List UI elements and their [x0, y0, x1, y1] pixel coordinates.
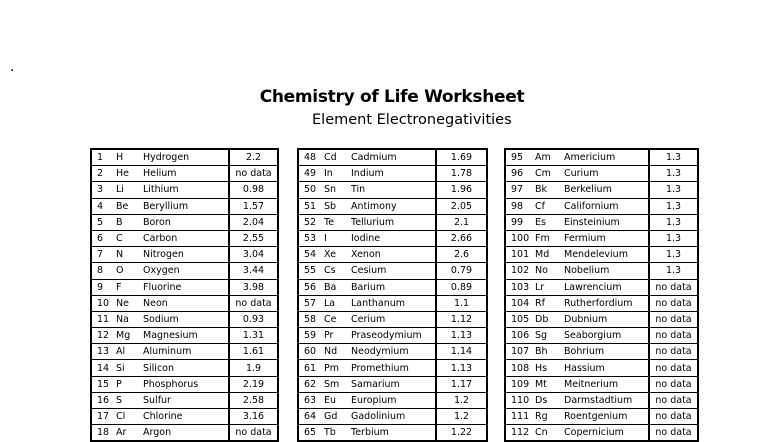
table-row — [91, 198, 278, 214]
element-name: Bohrium — [564, 344, 649, 360]
element-name: Roentgenium — [564, 409, 649, 425]
table-row — [505, 214, 698, 230]
electronegativity-value: 2.2 — [229, 149, 278, 166]
atomic-number: 62 — [298, 376, 324, 392]
table-row — [91, 279, 278, 295]
atomic-number: 1 — [91, 149, 116, 166]
element-symbol: I — [324, 230, 351, 246]
element-symbol: Nd — [324, 344, 351, 360]
table-row — [298, 409, 487, 425]
element-symbol: Bk — [535, 182, 564, 198]
element-name: Fermium — [564, 230, 649, 246]
electronegativity-value: no data — [229, 295, 278, 311]
atomic-number: 99 — [505, 214, 535, 230]
element-symbol: Sg — [535, 328, 564, 344]
atomic-number: 58 — [298, 311, 324, 327]
electronegativity-value: 1.3 — [649, 182, 698, 198]
electronegativity-value: 1.13 — [436, 360, 487, 376]
table-row — [505, 198, 698, 214]
element-symbol: Mt — [535, 376, 564, 392]
atomic-number: 14 — [91, 360, 116, 376]
electronegativity-table-3 — [504, 148, 699, 442]
element-name: Barium — [351, 279, 436, 295]
element-symbol: Fm — [535, 230, 564, 246]
element-symbol: No — [535, 263, 564, 279]
table-row — [91, 182, 278, 198]
element-symbol: Hs — [535, 360, 564, 376]
atomic-number: 18 — [91, 425, 116, 442]
electronegativity-value: 0.98 — [229, 182, 278, 198]
atomic-number: 60 — [298, 344, 324, 360]
element-symbol: S — [116, 392, 143, 408]
electronegativity-value: 2.66 — [436, 230, 487, 246]
electronegativity-value: 1.69 — [436, 149, 487, 166]
element-name: Oxygen — [143, 263, 229, 279]
element-name: Europium — [351, 392, 436, 408]
table-row — [298, 295, 487, 311]
electronegativity-value: no data — [649, 392, 698, 408]
electronegativity-value: 2.19 — [229, 376, 278, 392]
element-symbol: Al — [116, 344, 143, 360]
table-row — [505, 166, 698, 182]
atomic-number: 104 — [505, 295, 535, 311]
element-symbol: Mg — [116, 328, 143, 344]
table-row — [91, 263, 278, 279]
atomic-number: 2 — [91, 166, 116, 182]
element-symbol: Es — [535, 214, 564, 230]
atomic-number: 107 — [505, 344, 535, 360]
electronegativity-value: 1.3 — [649, 149, 698, 166]
atomic-number: 59 — [298, 328, 324, 344]
table-row — [298, 376, 487, 392]
atomic-number: 112 — [505, 425, 535, 442]
electronegativity-value: 1.2 — [436, 392, 487, 408]
element-name: Curium — [564, 166, 649, 182]
element-name: Phosphorus — [143, 376, 229, 392]
table-row — [91, 344, 278, 360]
electronegativity-value: no data — [649, 279, 698, 295]
table-row — [505, 263, 698, 279]
element-name: Xenon — [351, 247, 436, 263]
atomic-number: 52 — [298, 214, 324, 230]
atomic-number: 55 — [298, 263, 324, 279]
element-name: Californium — [564, 198, 649, 214]
table-row — [298, 360, 487, 376]
electronegativity-value: 1.61 — [229, 344, 278, 360]
element-symbol: Cn — [535, 425, 564, 442]
element-symbol: O — [116, 263, 143, 279]
atomic-number: 53 — [298, 230, 324, 246]
element-name: Dubnium — [564, 311, 649, 327]
table-row — [298, 279, 487, 295]
electronegativity-table-1 — [90, 148, 279, 442]
table-row — [298, 198, 487, 214]
element-symbol: Ne — [116, 295, 143, 311]
electronegativity-value: 2.55 — [229, 230, 278, 246]
element-symbol: Sb — [324, 198, 351, 214]
element-name: Sodium — [143, 311, 229, 327]
element-name: Helium — [143, 166, 229, 182]
atomic-number: 98 — [505, 198, 535, 214]
atomic-number: 17 — [91, 409, 116, 425]
element-symbol: Rf — [535, 295, 564, 311]
atomic-number: 105 — [505, 311, 535, 327]
element-name: Meitnerium — [564, 376, 649, 392]
table-row — [298, 214, 487, 230]
atomic-number: 13 — [91, 344, 116, 360]
element-name: Iodine — [351, 230, 436, 246]
element-name: Praseodymium — [351, 328, 436, 344]
table-row — [298, 344, 487, 360]
element-name: Cesium — [351, 263, 436, 279]
element-symbol: B — [116, 214, 143, 230]
table-row — [505, 295, 698, 311]
atomic-number: 100 — [505, 230, 535, 246]
electronegativity-value: no data — [229, 425, 278, 442]
element-name: Antimony — [351, 198, 436, 214]
table-row — [505, 311, 698, 327]
table-row — [91, 230, 278, 246]
element-name: Americium — [564, 149, 649, 166]
atomic-number: 95 — [505, 149, 535, 166]
atomic-number: 10 — [91, 295, 116, 311]
element-name: Neon — [143, 295, 229, 311]
table-row — [298, 392, 487, 408]
element-name: Neodymium — [351, 344, 436, 360]
element-symbol: N — [116, 247, 143, 263]
element-symbol: Cd — [324, 149, 351, 166]
electronegativity-value: 1.57 — [229, 198, 278, 214]
atomic-number: 109 — [505, 376, 535, 392]
table-row — [91, 149, 278, 166]
atomic-number: 101 — [505, 247, 535, 263]
table-row — [505, 328, 698, 344]
table-row — [505, 149, 698, 166]
element-name: Einsteinium — [564, 214, 649, 230]
atomic-number: 12 — [91, 328, 116, 344]
element-name: Fluorine — [143, 279, 229, 295]
element-name: Sulfur — [143, 392, 229, 408]
atomic-number: 49 — [298, 166, 324, 182]
electronegativity-value: 1.3 — [649, 198, 698, 214]
electronegativity-value: no data — [649, 360, 698, 376]
atomic-number: 103 — [505, 279, 535, 295]
electronegativity-value: 3.16 — [229, 409, 278, 425]
atomic-number: 3 — [91, 182, 116, 198]
electronegativity-value: 3.98 — [229, 279, 278, 295]
element-symbol: Li — [116, 182, 143, 198]
element-name: Lithium — [143, 182, 229, 198]
atomic-number: 50 — [298, 182, 324, 198]
electronegativity-value: 0.93 — [229, 311, 278, 327]
table-row — [505, 425, 698, 442]
element-name: Tellurium — [351, 214, 436, 230]
table-row — [298, 311, 487, 327]
table-row — [298, 328, 487, 344]
element-name: Carbon — [143, 230, 229, 246]
element-name: Silicon — [143, 360, 229, 376]
electronegativity-value: 1.3 — [649, 166, 698, 182]
element-name: Darmstadtium — [564, 392, 649, 408]
atomic-number: 5 — [91, 214, 116, 230]
electronegativity-value: 1.9 — [229, 360, 278, 376]
table-row — [91, 295, 278, 311]
atomic-number: 51 — [298, 198, 324, 214]
element-name: Lanthanum — [351, 295, 436, 311]
element-symbol: Te — [324, 214, 351, 230]
table-row — [505, 360, 698, 376]
table-row — [91, 311, 278, 327]
element-symbol: C — [116, 230, 143, 246]
element-name: Samarium — [351, 376, 436, 392]
element-symbol: Pm — [324, 360, 351, 376]
electronegativity-value: 1.31 — [229, 328, 278, 344]
element-symbol: F — [116, 279, 143, 295]
electronegativity-value: 2.6 — [436, 247, 487, 263]
electronegativity-value: 1.3 — [649, 247, 698, 263]
element-name: Copernicium — [564, 425, 649, 442]
element-symbol: Cf — [535, 198, 564, 214]
element-name: Gadolinium — [351, 409, 436, 425]
element-symbol: Md — [535, 247, 564, 263]
table-row — [298, 149, 487, 166]
stray-dot: . — [10, 59, 15, 75]
table-row — [91, 360, 278, 376]
electronegativity-value: 1.78 — [436, 166, 487, 182]
element-symbol: Db — [535, 311, 564, 327]
electronegativity-value: 3.04 — [229, 247, 278, 263]
electronegativity-value: no data — [649, 295, 698, 311]
element-symbol: Sn — [324, 182, 351, 198]
element-name: Magnesium — [143, 328, 229, 344]
table-row — [91, 247, 278, 263]
table-row — [298, 230, 487, 246]
table-row — [91, 425, 278, 442]
atomic-number: 61 — [298, 360, 324, 376]
electronegativity-value: 2.1 — [436, 214, 487, 230]
element-symbol: Bh — [535, 344, 564, 360]
page-title: Chemistry of Life Worksheet — [259, 87, 525, 107]
electronegativity-value: 1.2 — [436, 409, 487, 425]
table-row — [505, 376, 698, 392]
table-row — [91, 392, 278, 408]
element-name: Boron — [143, 214, 229, 230]
table-row — [298, 263, 487, 279]
atomic-number: 97 — [505, 182, 535, 198]
electronegativity-value: no data — [649, 425, 698, 442]
electronegativity-value: 2.05 — [436, 198, 487, 214]
atomic-number: 7 — [91, 247, 116, 263]
element-symbol: In — [324, 166, 351, 182]
electronegativity-value: 1.22 — [436, 425, 487, 442]
element-name: Hydrogen — [143, 149, 229, 166]
atomic-number: 96 — [505, 166, 535, 182]
element-symbol: Rg — [535, 409, 564, 425]
table-row — [298, 182, 487, 198]
element-symbol: Cl — [116, 409, 143, 425]
atomic-number: 110 — [505, 392, 535, 408]
element-symbol: Lr — [535, 279, 564, 295]
electronegativity-value: no data — [649, 344, 698, 360]
electronegativity-value: 1.96 — [436, 182, 487, 198]
table-row — [505, 230, 698, 246]
electronegativity-value: 0.89 — [436, 279, 487, 295]
element-name: Chlorine — [143, 409, 229, 425]
atomic-number: 63 — [298, 392, 324, 408]
table-row — [505, 344, 698, 360]
atomic-number: 54 — [298, 247, 324, 263]
table-row — [91, 166, 278, 182]
element-name: Hassium — [564, 360, 649, 376]
table-row — [505, 392, 698, 408]
electronegativity-value: 1.12 — [436, 311, 487, 327]
electronegativity-table-2 — [297, 148, 488, 442]
atomic-number: 48 — [298, 149, 324, 166]
atomic-number: 4 — [91, 198, 116, 214]
element-symbol: Am — [535, 149, 564, 166]
element-name: Indium — [351, 166, 436, 182]
electronegativity-value: 1.17 — [436, 376, 487, 392]
electronegativity-value: 2.58 — [229, 392, 278, 408]
element-symbol: P — [116, 376, 143, 392]
electronegativity-value: no data — [649, 311, 698, 327]
element-symbol: Pr — [324, 328, 351, 344]
table-row — [91, 409, 278, 425]
element-name: Nitrogen — [143, 247, 229, 263]
element-symbol: Ds — [535, 392, 564, 408]
electronegativity-value: no data — [649, 328, 698, 344]
table-row — [91, 214, 278, 230]
element-symbol: Si — [116, 360, 143, 376]
element-symbol: Tb — [324, 425, 351, 442]
element-name: Argon — [143, 425, 229, 442]
table-row — [298, 247, 487, 263]
atomic-number: 16 — [91, 392, 116, 408]
electronegativity-value: no data — [229, 166, 278, 182]
element-symbol: Gd — [324, 409, 351, 425]
electronegativity-value: 1.3 — [649, 230, 698, 246]
electronegativity-value: 1.3 — [649, 263, 698, 279]
atomic-number: 56 — [298, 279, 324, 295]
element-name: Seaborgium — [564, 328, 649, 344]
atomic-number: 9 — [91, 279, 116, 295]
atomic-number: 8 — [91, 263, 116, 279]
element-symbol: Cm — [535, 166, 564, 182]
table-row — [298, 166, 487, 182]
electronegativity-value: 2.04 — [229, 214, 278, 230]
element-name: Berkelium — [564, 182, 649, 198]
electronegativity-value: 1.13 — [436, 328, 487, 344]
table-row — [91, 328, 278, 344]
electronegativity-value: 3.44 — [229, 263, 278, 279]
table-row — [505, 279, 698, 295]
atomic-number: 64 — [298, 409, 324, 425]
atomic-number: 106 — [505, 328, 535, 344]
element-name: Nobelium — [564, 263, 649, 279]
element-name: Tin — [351, 182, 436, 198]
atomic-number: 111 — [505, 409, 535, 425]
atomic-number: 15 — [91, 376, 116, 392]
element-symbol: He — [116, 166, 143, 182]
element-symbol: Ba — [324, 279, 351, 295]
electronegativity-value: 1.1 — [436, 295, 487, 311]
element-name: Cerium — [351, 311, 436, 327]
table-row — [91, 376, 278, 392]
table-row — [505, 409, 698, 425]
element-symbol: Sm — [324, 376, 351, 392]
element-name: Lawrencium — [564, 279, 649, 295]
table-row — [505, 182, 698, 198]
electronegativity-value: no data — [649, 376, 698, 392]
electronegativity-value: no data — [649, 409, 698, 425]
element-name: Mendelevium — [564, 247, 649, 263]
atomic-number: 11 — [91, 311, 116, 327]
element-name: Cadmium — [351, 149, 436, 166]
electronegativity-value: 0.79 — [436, 263, 487, 279]
table-row — [298, 425, 487, 442]
element-symbol: Xe — [324, 247, 351, 263]
element-name: Rutherfordium — [564, 295, 649, 311]
electronegativity-value: 1.3 — [649, 214, 698, 230]
atomic-number: 6 — [91, 230, 116, 246]
atomic-number: 102 — [505, 263, 535, 279]
electronegativity-value: 1.14 — [436, 344, 487, 360]
element-symbol: Be — [116, 198, 143, 214]
atomic-number: 65 — [298, 425, 324, 442]
element-name: Promethium — [351, 360, 436, 376]
element-symbol: Eu — [324, 392, 351, 408]
element-symbol: Na — [116, 311, 143, 327]
page-subtitle: Element Electronegativities — [312, 112, 512, 128]
element-name: Aluminum — [143, 344, 229, 360]
element-symbol: Cs — [324, 263, 351, 279]
element-symbol: La — [324, 295, 351, 311]
element-name: Terbium — [351, 425, 436, 442]
atomic-number: 57 — [298, 295, 324, 311]
atomic-number: 108 — [505, 360, 535, 376]
table-row — [505, 247, 698, 263]
element-name: Beryllium — [143, 198, 229, 214]
element-symbol: Ar — [116, 425, 143, 442]
element-symbol: Ce — [324, 311, 351, 327]
element-symbol: H — [116, 149, 143, 166]
